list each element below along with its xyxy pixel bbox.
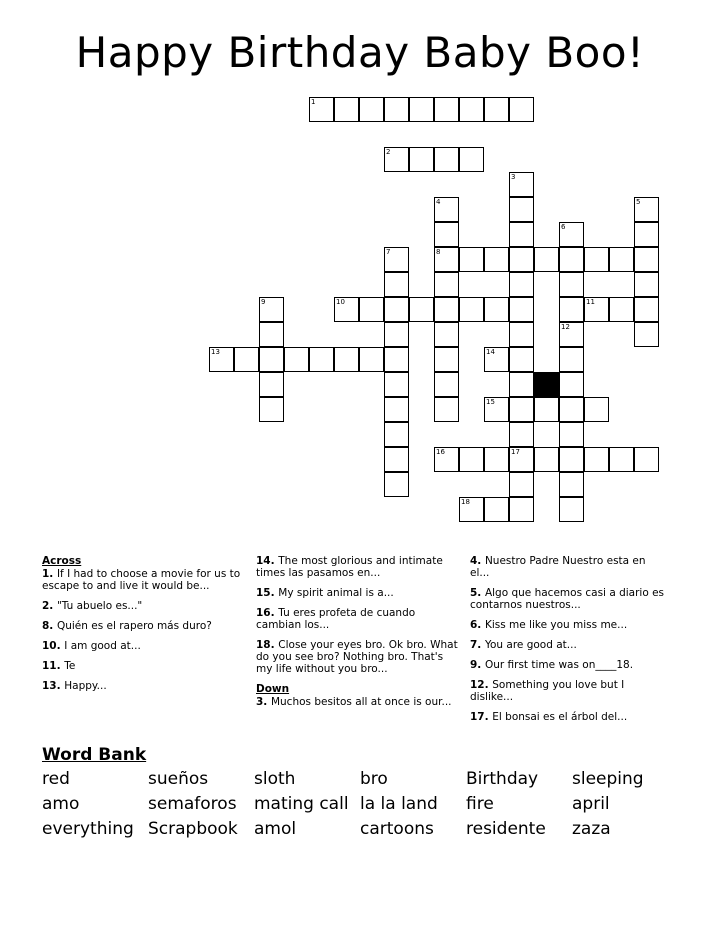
clue-number: 4 <box>436 198 441 206</box>
grid-cell <box>384 447 409 472</box>
clue-number-label: 4. <box>470 555 485 567</box>
clue-list <box>42 568 242 692</box>
grid-cell <box>259 322 284 347</box>
clue-item <box>470 555 665 579</box>
grid-cell <box>259 347 284 372</box>
grid-cell <box>559 497 584 522</box>
clue-text: Kiss me like you miss me... <box>484 619 628 631</box>
grid-cell <box>484 347 509 372</box>
clue-item <box>256 639 461 675</box>
grid-cell <box>409 147 434 172</box>
clue-number: 16 <box>436 448 445 456</box>
grid-cell <box>509 397 534 422</box>
grid-cell <box>609 247 634 272</box>
word-bank-item: residente <box>466 819 546 839</box>
grid-cell <box>534 447 559 472</box>
page-title: Happy Birthday Baby Boo! <box>75 28 645 77</box>
word-bank-item: Scrapbook <box>148 819 238 839</box>
grid-cell <box>509 247 534 272</box>
clue-text: My spirit animal is a... <box>278 587 394 599</box>
clue-item <box>470 679 665 703</box>
word-bank-item: fire <box>466 794 494 814</box>
grid-cell <box>434 97 459 122</box>
clue-number-label: 6. <box>470 619 485 631</box>
clue-text: "Tu abuelo es..." <box>56 600 143 612</box>
word-bank-item: april <box>572 794 610 814</box>
clue-text: You are good at... <box>484 639 577 651</box>
grid-cell <box>284 347 309 372</box>
clue-text: Nuestro Padre Nuestro esta en el... <box>470 555 646 579</box>
grid-cell <box>459 147 484 172</box>
word-bank-item: everything <box>42 819 134 839</box>
grid-cell <box>559 472 584 497</box>
clue-number: 6 <box>561 223 566 231</box>
clue-text: Tu eres profeta de cuando cambian los... <box>256 607 416 631</box>
grid-cell <box>309 97 334 122</box>
clue-number: 13 <box>211 348 220 356</box>
grid-cell <box>434 222 459 247</box>
clue-number-label: 5. <box>470 587 485 599</box>
grid-cell <box>509 472 534 497</box>
clue-number-label: 13. <box>42 680 65 692</box>
clue-text: Te <box>64 660 76 672</box>
grid-cell <box>434 397 459 422</box>
clue-text: If I had to choose a movie for us to escape to and live it would be... <box>42 568 241 592</box>
grid-cell <box>384 322 409 347</box>
grid-cell <box>509 347 534 372</box>
grid-cell <box>634 447 659 472</box>
grid-cell <box>234 347 259 372</box>
grid-cell <box>634 272 659 297</box>
word-bank-item: semaforos <box>148 794 237 814</box>
grid-cell-black <box>534 372 559 397</box>
clues-column-2 <box>256 555 461 716</box>
clue-number-label: 15. <box>256 587 279 599</box>
grid-cell <box>584 297 609 322</box>
grid-cell <box>384 297 409 322</box>
grid-cell <box>434 297 459 322</box>
grid-cell <box>509 497 534 522</box>
grid-cell <box>259 372 284 397</box>
grid-cell <box>509 272 534 297</box>
clue-number: 2 <box>386 148 391 156</box>
grid-cell <box>459 247 484 272</box>
grid-cell <box>634 197 659 222</box>
grid-cell <box>209 347 234 372</box>
word-bank-item: amol <box>254 819 297 839</box>
clue-number-label: 14. <box>256 555 279 567</box>
grid-cell <box>359 347 384 372</box>
grid-cell <box>459 497 484 522</box>
clue-list <box>256 555 461 675</box>
clue-item <box>42 620 242 632</box>
grid-cell <box>584 447 609 472</box>
grid-cell <box>334 297 359 322</box>
clue-number-label: 16. <box>256 607 279 619</box>
clue-item <box>42 660 242 672</box>
grid-cell <box>434 147 459 172</box>
clue-number: 11 <box>586 298 595 306</box>
clue-number: 18 <box>461 498 470 506</box>
word-bank-item: mating call <box>254 794 349 814</box>
grid-cell <box>434 322 459 347</box>
word-bank-title: Word Bank <box>42 745 147 765</box>
grid-cell <box>509 422 534 447</box>
clue-list <box>470 555 665 723</box>
grid-cell <box>259 297 284 322</box>
word-bank-item: sueños <box>148 769 209 789</box>
clue-text: Algo que hacemos casi a diario es contarnos nuestros... <box>470 587 665 611</box>
grid-cell <box>259 397 284 422</box>
grid-cell <box>609 447 634 472</box>
grid-cell <box>434 197 459 222</box>
clue-item <box>42 600 242 612</box>
grid-cell <box>434 272 459 297</box>
grid-cell <box>559 297 584 322</box>
clue-number: 12 <box>561 323 570 331</box>
grid-cell <box>484 397 509 422</box>
clue-text: Close your eyes bro. Ok bro. What do you see bro? Nothing bro. That's my life without you bro... <box>256 639 458 675</box>
grid-cell <box>634 222 659 247</box>
clue-list <box>256 696 461 708</box>
clue-number-label: 17. <box>470 711 493 723</box>
clue-number-label: 1. <box>42 568 57 580</box>
clue-item <box>42 640 242 652</box>
clue-number-label: 12. <box>470 679 493 691</box>
grid-cell <box>559 247 584 272</box>
clue-item <box>256 587 461 599</box>
grid-cell <box>409 97 434 122</box>
grid-cell <box>484 447 509 472</box>
grid-cell <box>509 322 534 347</box>
grid-cell <box>384 247 409 272</box>
grid-cell <box>459 297 484 322</box>
clue-number: 8 <box>436 248 441 256</box>
clues-column-3 <box>470 555 665 731</box>
word-bank-item: amo <box>42 794 80 814</box>
grid-cell <box>384 422 409 447</box>
grid-cell <box>534 397 559 422</box>
clue-number: 5 <box>636 198 641 206</box>
clue-number: 7 <box>386 248 391 256</box>
clue-item <box>470 587 665 611</box>
word-bank-item: sleeping <box>572 769 644 789</box>
grid-cell <box>434 447 459 472</box>
clue-number: 15 <box>486 398 495 406</box>
grid-cell <box>509 447 534 472</box>
grid-cell <box>559 397 584 422</box>
grid-cell <box>509 372 534 397</box>
grid-cell <box>384 147 409 172</box>
down-heading: Down <box>256 683 290 695</box>
clue-item <box>470 659 665 671</box>
word-bank-item: red <box>42 769 70 789</box>
grid-cell <box>559 322 584 347</box>
grid-cell <box>509 297 534 322</box>
word-bank-item: zaza <box>572 819 611 839</box>
clue-number: 10 <box>336 298 345 306</box>
grid-cell <box>584 247 609 272</box>
word-bank-item: cartoons <box>360 819 434 839</box>
clue-number: 14 <box>486 348 495 356</box>
grid-cell <box>384 97 409 122</box>
clue-item <box>256 696 461 708</box>
clue-number-label: 8. <box>42 620 57 632</box>
clue-number-label: 9. <box>470 659 485 671</box>
clue-item <box>42 680 242 692</box>
clue-item <box>470 619 665 631</box>
clue-number: 17 <box>511 448 520 456</box>
grid-cell <box>334 97 359 122</box>
grid-cell <box>384 272 409 297</box>
grid-cell <box>584 397 609 422</box>
grid-cell <box>359 297 384 322</box>
grid-cell <box>509 222 534 247</box>
grid-cell <box>484 497 509 522</box>
clue-text: Our first time was on____18. <box>484 659 634 671</box>
grid-cell <box>559 347 584 372</box>
grid-cell <box>384 397 409 422</box>
grid-cell <box>509 172 534 197</box>
clue-number-label: 7. <box>470 639 485 651</box>
word-bank-item: Birthday <box>466 769 539 789</box>
grid-cell <box>484 247 509 272</box>
clue-text: Happy... <box>64 680 107 692</box>
grid-cell <box>609 297 634 322</box>
grid-cell <box>559 447 584 472</box>
grid-cell <box>634 322 659 347</box>
clue-item <box>42 568 242 592</box>
grid-cell <box>384 472 409 497</box>
grid-cell <box>634 247 659 272</box>
clue-item <box>470 639 665 651</box>
clue-text: Something you love but I dislike... <box>470 679 625 703</box>
clue-number-label: 11. <box>42 660 65 672</box>
clue-text: El bonsai es el árbol del... <box>492 711 628 723</box>
clue-text: I am good at... <box>64 640 141 652</box>
grid-cell <box>434 372 459 397</box>
grid-cell <box>559 422 584 447</box>
grid-cell <box>559 372 584 397</box>
grid-cell <box>309 347 334 372</box>
clue-item <box>470 711 665 723</box>
clue-item <box>256 555 461 579</box>
grid-cell <box>509 197 534 222</box>
clue-number: 1 <box>311 98 316 106</box>
grid-cell <box>484 97 509 122</box>
clue-number-label: 18. <box>256 639 279 651</box>
grid-cell <box>384 347 409 372</box>
clue-text: Muchos besitos all at once is our... <box>270 696 452 708</box>
grid-cell <box>559 222 584 247</box>
across-heading: Across <box>42 555 82 567</box>
grid-cell <box>359 97 384 122</box>
grid-cell <box>559 272 584 297</box>
grid-cell <box>434 347 459 372</box>
clue-number-label: 10. <box>42 640 65 652</box>
grid-cell <box>459 97 484 122</box>
grid-cell <box>509 97 534 122</box>
word-bank-item: la la land <box>360 794 438 814</box>
clue-text: The most glorious and intimate times las pasamos en... <box>256 555 443 579</box>
grid-cell <box>334 347 359 372</box>
grid-cell <box>484 297 509 322</box>
grid-cell <box>534 247 559 272</box>
clue-number-label: 3. <box>256 696 271 708</box>
clue-number: 3 <box>511 173 516 181</box>
clue-number: 9 <box>261 298 266 306</box>
clue-number-label: 2. <box>42 600 57 612</box>
clue-item <box>256 607 461 631</box>
clues-column-1 <box>42 555 242 700</box>
grid-cell <box>384 372 409 397</box>
grid-cell <box>409 297 434 322</box>
grid-cell <box>434 247 459 272</box>
word-bank-item: bro <box>360 769 388 789</box>
grid-cell <box>634 297 659 322</box>
clue-text: Quién es el rapero más duro? <box>56 620 212 632</box>
grid-cell <box>459 447 484 472</box>
word-bank-item: sloth <box>254 769 296 789</box>
